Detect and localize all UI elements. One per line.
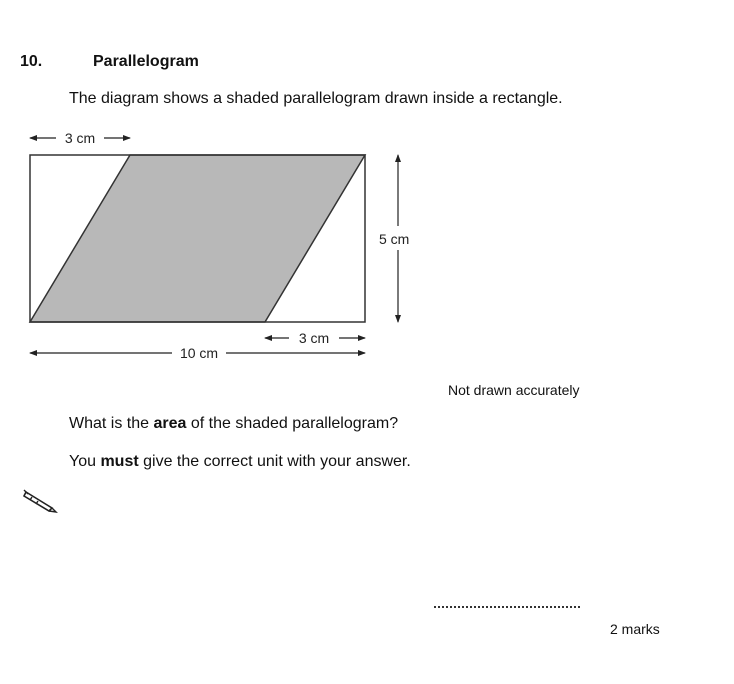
top-offset-label: 3 cm	[64, 130, 96, 146]
instruction-text-bold: must	[100, 453, 139, 470]
height-label: 5 cm	[379, 231, 410, 247]
prompt-text-bold: area	[153, 415, 187, 432]
question-title: Parallelogram	[93, 53, 199, 70]
prompt-text-pre: What is the	[69, 415, 154, 432]
question-prompt	[69, 415, 398, 433]
pencil-icon	[22, 488, 58, 514]
question-intro: The diagram shows a shaded parallelogram drawn inside a rectangle.	[69, 90, 563, 107]
prompt-text-post: of the shaded parallelogram?	[186, 415, 399, 432]
instruction-text-pre: You	[69, 453, 101, 470]
shaded-parallelogram	[30, 155, 365, 322]
marks-label: 2 marks	[610, 621, 660, 637]
unit-instruction	[69, 453, 411, 471]
top-offset-dimension	[30, 130, 130, 146]
bottom-offset-label: 3 cm	[298, 330, 330, 346]
width-dimension	[30, 345, 365, 361]
height-dimension	[379, 155, 409, 322]
instruction-text-post: give the correct unit with your answer.	[138, 453, 411, 470]
width-label: 10 cm	[179, 345, 219, 361]
question-number: 10.	[20, 53, 43, 70]
not-drawn-accurately-note: Not drawn accurately	[448, 382, 580, 398]
answer-line[interactable]	[434, 606, 580, 608]
bottom-offset-dimension	[265, 330, 365, 346]
